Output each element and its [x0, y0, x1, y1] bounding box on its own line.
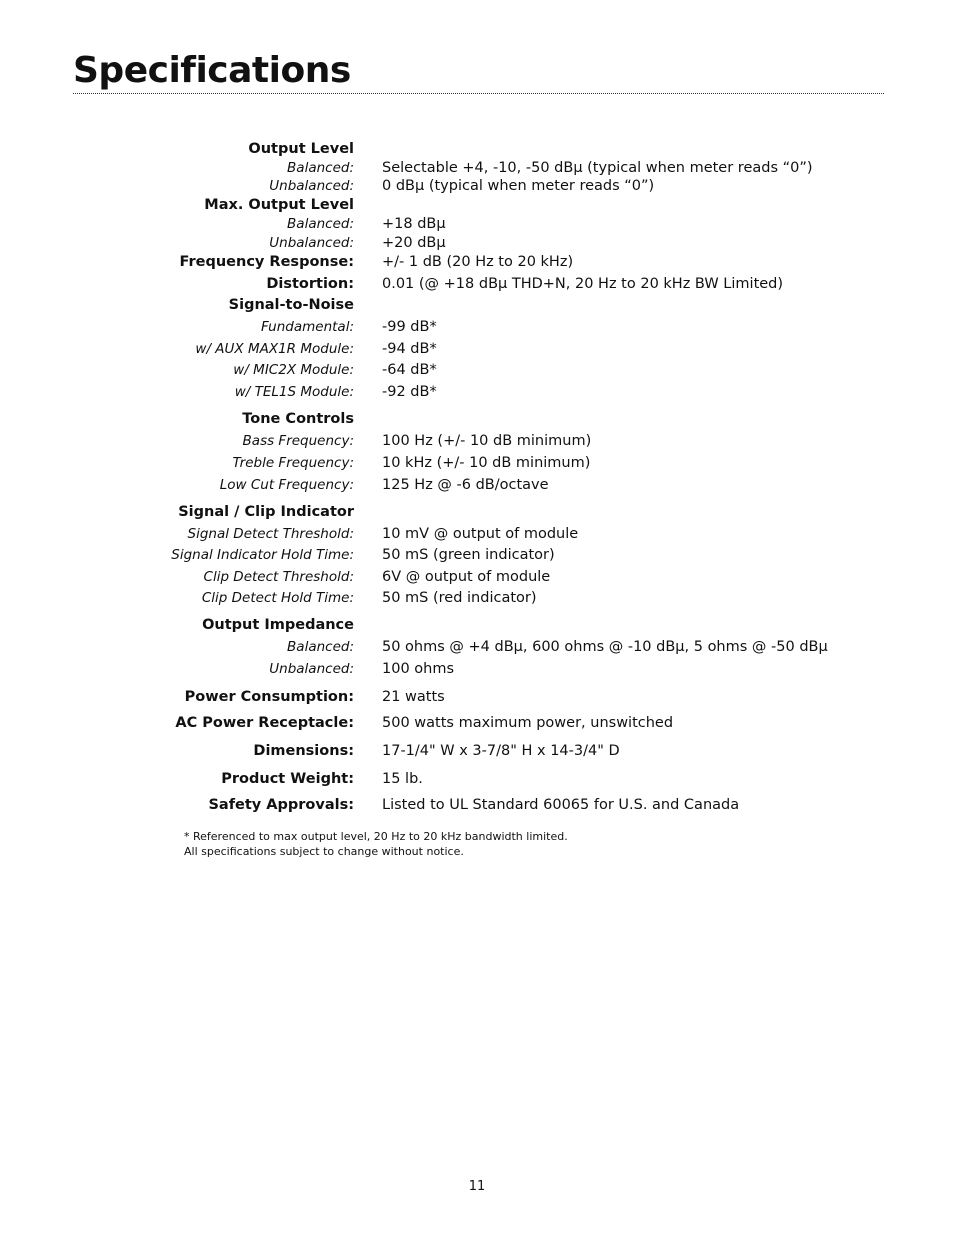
spec-value: Listed to UL Standard 60065 for U.S. and Canada [382, 797, 740, 813]
spec-label: Unbalanced: [269, 661, 354, 677]
spec-value: 100 ohms [382, 661, 455, 677]
page-number: 11 [468, 1179, 486, 1194]
spec-value: Selectable +4, -10, -50 dBµ (typical when meter reads “0”) [382, 160, 813, 176]
spec-label: Balanced: [287, 160, 354, 176]
spec-value: 6V @ output of module [382, 569, 551, 585]
spec-row [0, 616, 954, 634]
spec-label: Clip Detect Threshold: [203, 569, 354, 585]
spec-label: Bass Frequency: [242, 433, 354, 449]
spec-row [0, 234, 954, 252]
spec-row [0, 476, 954, 494]
spec-label: Treble Frequency: [232, 455, 354, 471]
spec-label: Output Level [248, 141, 354, 157]
spec-label: Dimensions: [253, 743, 354, 759]
spec-label: Balanced: [287, 216, 354, 232]
spec-row [0, 361, 954, 379]
spec-row [0, 568, 954, 586]
spec-row [0, 253, 954, 271]
spec-row [0, 410, 954, 428]
spec-row [0, 660, 954, 678]
spec-value: 17-1/4" W x 3-7/8" H x 14-3/4" D [382, 743, 620, 759]
spec-label: Unbalanced: [269, 235, 354, 251]
spec-value: 50 ohms @ +4 dBµ, 600 ohms @ -10 dBµ, 5 ohms @ -50 dBµ [382, 639, 828, 655]
spec-row [0, 383, 954, 401]
spec-row [0, 742, 954, 760]
spec-value: -99 dB* [382, 319, 437, 335]
spec-row [0, 432, 954, 450]
spec-row [0, 296, 954, 314]
spec-row [0, 454, 954, 472]
spec-row [0, 688, 954, 706]
spec-label: w/ AUX MAX1R Module: [195, 341, 354, 357]
spec-label: Safety Approvals: [208, 797, 354, 813]
spec-row [0, 340, 954, 358]
spec-row [0, 177, 954, 195]
spec-value: -92 dB* [382, 384, 437, 400]
spec-label: Signal Indicator Hold Time: [171, 547, 354, 563]
spec-label: Frequency Response: [179, 254, 354, 270]
spec-row [0, 796, 954, 814]
spec-row [0, 546, 954, 564]
spec-label: Max. Output Level [204, 197, 354, 213]
spec-label: Output Impedance [202, 617, 354, 633]
spec-value: 10 mV @ output of module [382, 526, 579, 542]
spec-value: 10 kHz (+/- 10 dB minimum) [382, 455, 591, 471]
spec-label: Balanced: [287, 639, 354, 655]
spec-value: 0.01 (@ +18 dBµ THD+N, 20 Hz to 20 kHz BW Limited) [382, 276, 784, 292]
footnote-disclaimer: All specifications subject to change without notice. [184, 845, 464, 858]
spec-value: 500 watts maximum power, unswitched [382, 715, 674, 731]
spec-row [0, 196, 954, 214]
spec-label: w/ TEL1S Module: [234, 384, 354, 400]
spec-label: Signal-to-Noise [228, 297, 354, 313]
footnotes [184, 829, 568, 859]
spec-value: 50 mS (red indicator) [382, 590, 537, 606]
spec-value: +20 dBµ [382, 235, 446, 251]
footnote-reference: * Referenced to max output level, 20 Hz to 20 kHz bandwidth limited. [184, 830, 568, 843]
spec-value: -94 dB* [382, 341, 437, 357]
spec-label: Fundamental: [260, 319, 354, 335]
spec-value: 125 Hz @ -6 dB/octave [382, 477, 549, 493]
spec-value: +18 dBµ [382, 216, 446, 232]
spec-label: Unbalanced: [269, 178, 354, 194]
spec-label: Power Consumption: [184, 689, 354, 705]
spec-label: Clip Detect Hold Time: [201, 590, 354, 606]
spec-value: 50 mS (green indicator) [382, 547, 555, 563]
page-title: Specifications [73, 50, 351, 91]
spec-label: w/ MIC2X Module: [233, 362, 354, 378]
spec-row [0, 503, 954, 521]
spec-row [0, 215, 954, 233]
spec-value: 15 lb. [382, 771, 423, 787]
spec-label: Distortion: [266, 276, 354, 292]
spec-row [0, 770, 954, 788]
spec-row [0, 638, 954, 656]
spec-label: Product Weight: [221, 771, 354, 787]
spec-label: AC Power Receptacle: [175, 715, 354, 731]
spec-value: -64 dB* [382, 362, 437, 378]
spec-row [0, 525, 954, 543]
spec-row [0, 140, 954, 158]
spec-row [0, 589, 954, 607]
spec-row [0, 318, 954, 336]
spec-row [0, 159, 954, 177]
spec-label: Signal Detect Threshold: [187, 526, 354, 542]
spec-value: +/- 1 dB (20 Hz to 20 kHz) [382, 254, 574, 270]
spec-label: Signal / Clip Indicator [178, 504, 354, 520]
spec-label: Low Cut Frequency: [219, 477, 354, 493]
spec-value: 0 dBµ (typical when meter reads “0”) [382, 178, 655, 194]
spec-label: Tone Controls [242, 411, 354, 427]
spec-row [0, 275, 954, 293]
spec-value: 100 Hz (+/- 10 dB minimum) [382, 433, 592, 449]
spec-row [0, 714, 954, 732]
spec-value: 21 watts [382, 689, 445, 705]
